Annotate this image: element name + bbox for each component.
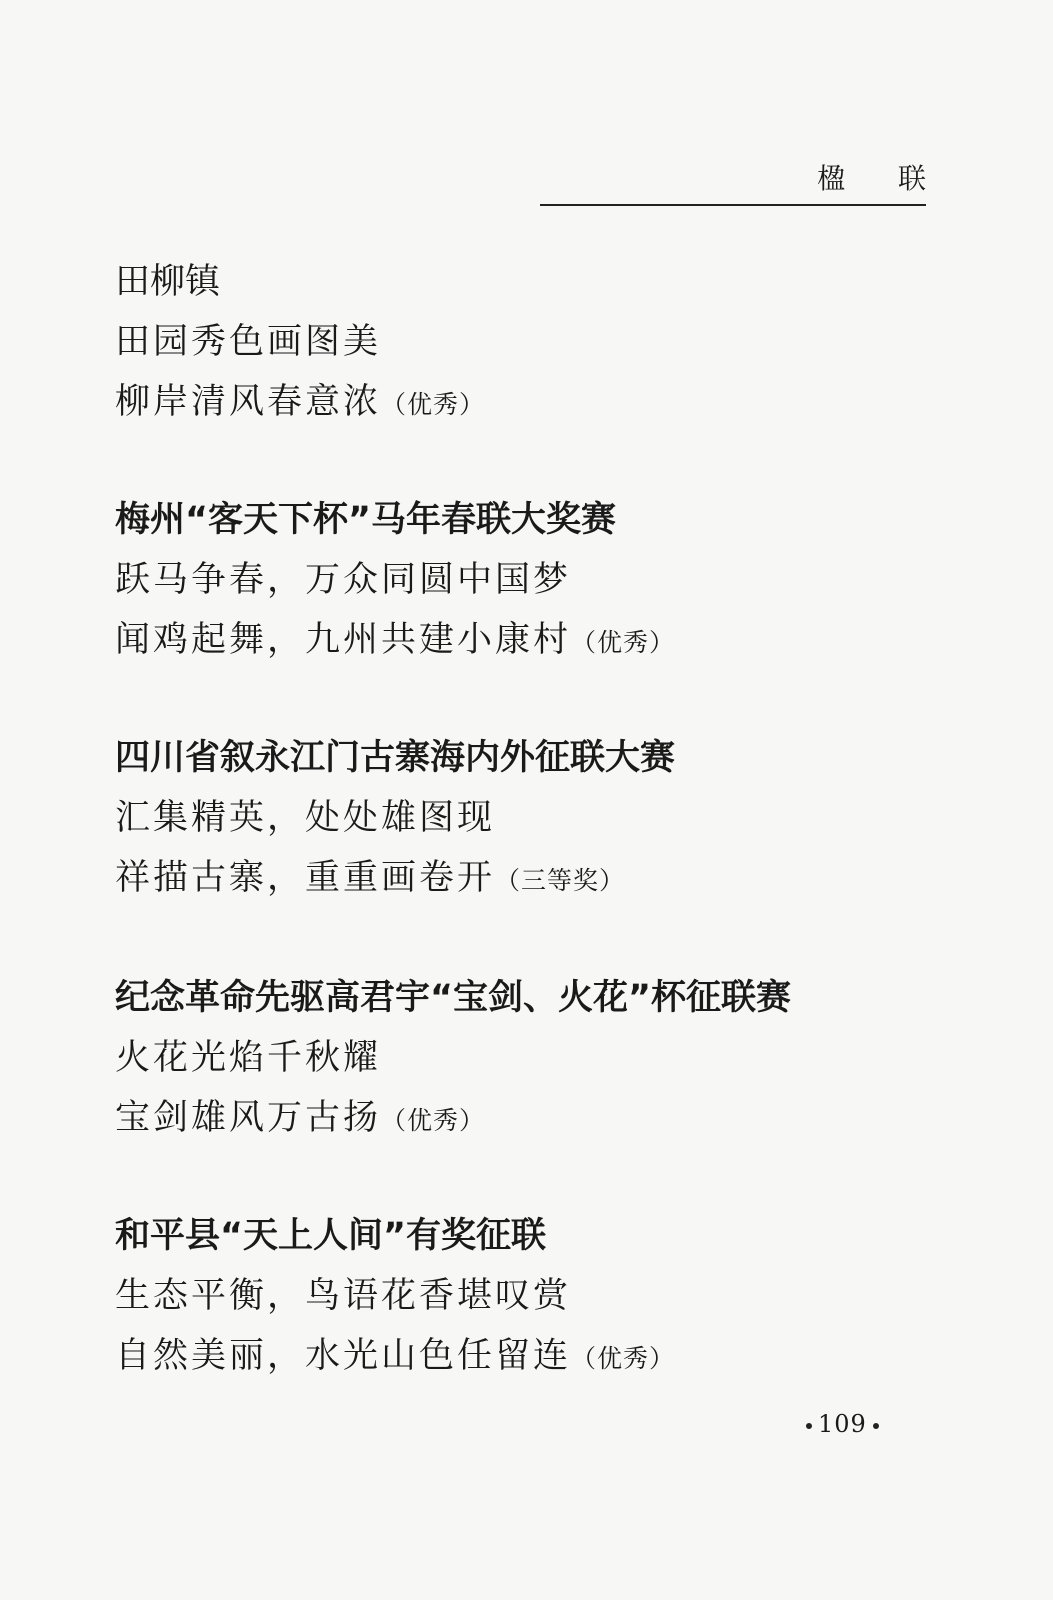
couplet-line-upper [115,322,935,362]
couplet-text: 柳岸清风春意浓 [115,382,382,422]
couplet-line-lower [115,1098,935,1138]
couplet-text: 田园秀色画图美 [115,322,382,362]
entry-2 [115,500,935,660]
couplet-text: 宝剑雄风万古扬 [115,1098,382,1138]
couplet-text: 闻鸡起舞，九州共建小康村 [115,620,572,660]
couplet-text: 跃马争春，万众同圆中国梦 [115,560,572,600]
couplet-line-upper [115,798,935,838]
entry-4 [115,978,935,1138]
couplet-line-upper [115,1276,935,1316]
couplet-text: 自然美丽，水光山色任留连 [115,1336,572,1376]
award-label: （优秀） [381,1106,486,1135]
bullet-dot-right [873,1423,879,1429]
award-label: （优秀） [571,1344,676,1373]
entry-title: 四川省叙永江门古寨海内外征联大赛 [115,738,676,778]
page-number-text: 109 [818,1410,867,1438]
running-header [540,160,948,206]
couplet-text: 祥描古寨，重重画卷开 [115,858,496,898]
page-number [800,1410,885,1438]
entry-title: 梅州“客天下杯”马年春联大奖赛 [115,500,617,540]
couplet-line-lower [115,858,935,898]
entry-title: 和平县“天上人间”有奖征联 [115,1216,547,1256]
couplet-line-lower [115,1336,935,1376]
couplet-line-upper [115,560,935,600]
couplet-line-lower [115,382,935,422]
award-label: （优秀） [381,390,486,419]
award-label: （三等奖） [495,866,626,895]
couplet-line-lower [115,620,935,660]
couplet-line-upper [115,1038,935,1078]
couplet-text: 生态平衡，鸟语花香堪叹赏 [115,1276,572,1316]
entry-1 [115,262,935,422]
section-title: 楹 联 [817,162,948,195]
couplet-text: 汇集精英，处处雄图现 [115,798,496,838]
couplet-text: 火花光焰千秋耀 [115,1038,382,1078]
entry-title: 纪念革命先驱高君宇“宝剑、火花”杯征联赛 [115,978,792,1018]
bullet-dot-left [806,1423,812,1429]
entry-5 [115,1216,935,1376]
entry-3 [115,738,935,898]
award-label: （优秀） [571,628,676,657]
entry-title: 田柳镇 [115,262,221,302]
